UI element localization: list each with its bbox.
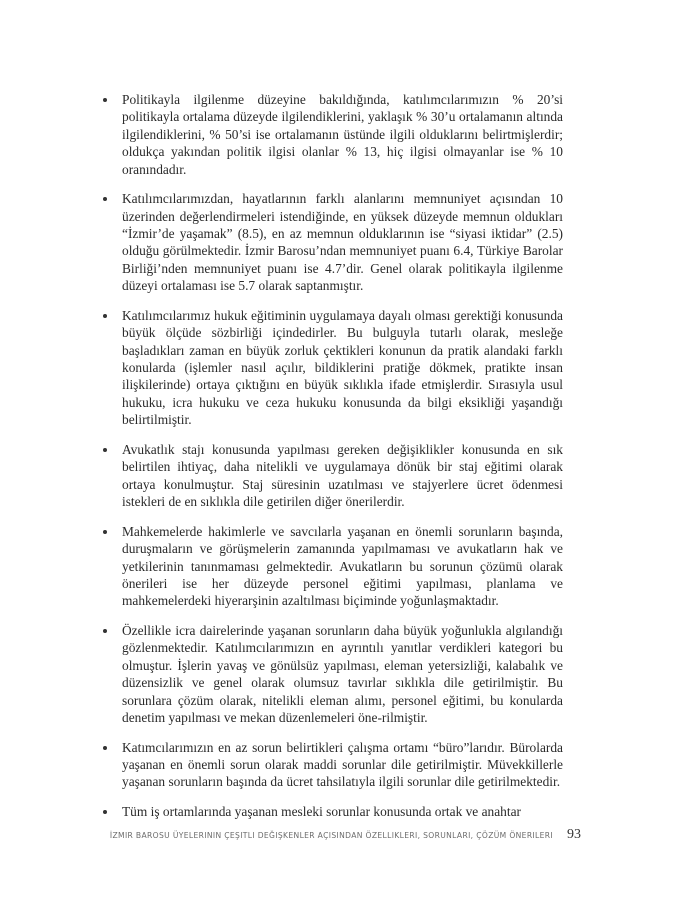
bullet-icon: [103, 98, 107, 102]
bullet-item: [100, 91, 563, 178]
bullet-text: Mahkemelerde hakimlerle ve savcılarla yaşanan en önemli sorunların başında, duruşmaların ve görüşmelerin zamanında yapılmaması ve avukatların hak ve yetkilerinin tanınmaması gelmektedir. Avukatların bu sorunun çözümü olarak önerileri ise her düzeyde personel eğitimi yapılması, planlama ve mahkemelerdeki hiyerarşinin azaltılması biçiminde yoğunlaşmaktadır.: [122, 523, 563, 609]
bullet-icon: [103, 530, 107, 534]
bullet-item: [100, 441, 563, 511]
bullet-icon: [103, 197, 107, 201]
page-number: 93: [567, 827, 581, 842]
bullet-icon: [103, 810, 107, 814]
bullet-item: [100, 622, 563, 726]
bullet-text: Katılımcılarımızdan, hayatlarının farklı alanlarını memnuniyet açısından 10 üzerinden değerlendirmeleri istendiğinde, en yüksek düzeyde memnun oldukları “İzmir’de yaşamak” (8.5), en az memnun olduklarının ise “siyasi iktidar” (2.5) olduğu görülmektedir. İzmir Barosu’ndan memnuniyet puanı 6.4, Türkiye Barolar Birliği’nden memnuniyet puanı ise 4.7’dir. Genel olarak politikayla ilgilenme düzeyi ortalaması ise 5.7 olarak saptanmıştır.: [122, 191, 563, 294]
bullet-item: [100, 739, 563, 791]
bullet-icon: [103, 746, 107, 750]
bullet-text: Tüm iş ortamlarında yaşanan mesleki sorunlar konusunda ortak ve anahtar: [122, 803, 521, 819]
bullet-text: Özellikle icra dairelerinde yaşanan sorunların daha büyük yoğunlukla algılandığı gözlenmektedir. Katılımcılarımızın en ayrıntılı yanıtlar verdikleri kategori bu olmuştur. İşlerin yavaş ve gönülsüz yapılması, eleman yetersizliği, kalabalık ve düzensizlik ve genel olarak olumsuz tavırlar sıklıkla dile getirilmiştir. Bu sorunlara çözüm olarak, nitelikli eleman alımı, personel eğitimi, bu konularda denetim yapılması ve mekan düzenlemeleri öne-rilmiştir.: [122, 622, 563, 725]
bullet-item: [100, 803, 563, 820]
bullet-icon: [103, 629, 107, 633]
bullet-text: Politikayla ilgilenme düzeyine bakıldığında, katılımcılarımızın % 20’si politikayla ortalama düzeyde ilgilendiklerini, yaklaşık % 30’u ortalamanın altında ilgilendiklerini, % 50’si ise ortalamanın üstünde ilgili olduklarını belirtmişlerdir; oldukça yakından politik ilgisi olanlar % 13, hiç ilgisi olmayanlar ise % 10 oranındadır.: [122, 92, 563, 177]
running-title: İZMIR BAROSU ÜYELERININ ÇEŞITLI DEĞIŞKENLER AÇISINDAN ÖZELLIKLERI, SORUNLARI, ÇÖZÜM ÖNERILERI: [109, 830, 553, 840]
bullet-item: [100, 523, 563, 610]
bullet-icon: [103, 314, 107, 318]
bullet-text: Avukatlık stajı konusunda yapılması gereken değişiklikler konusunda en sık belirtilen ihtiyaç, daha nitelikli ve uygulamaya dönük bir staj eğitimi olarak ortaya konulmuştur. Staj süresinin uzatılması ve stajyerlere ücret ödenmesi istekleri de en sıklıkla dile getirilen diğer önerilerdir.: [122, 441, 563, 510]
page-footer: [111, 824, 581, 846]
findings-bullet-list: [100, 91, 563, 833]
bullet-text: Katılımcılarımız hukuk eğitiminin uygulamaya dayalı olması gerektiği konusunda büyük ölçüde sözbirliği içindedirler. Bu bulguyla tutarlı olarak, mesleğe başladıkları zaman en büyük zorluk çektikleri konunun da pratik alandaki farklı konularda (işlemler nasıl açılır, bildiklerini pratiğe dökmek, pratikte insan ilişkilerinde) ortaya çıktığını en büyük sıklıkla ifade etmişlerdir. Sırasıyla usul hukuku, icra hukuku ve ceza hukuku konusunda da bilgi eksikliği yaşandığı belirtilmiştir.: [122, 307, 563, 428]
bullet-item: [100, 190, 563, 294]
bullet-item: [100, 307, 563, 429]
bullet-text: Katımcılarımızın en az sorun belirtikleri çalışma ortamı “büro”larıdır. Bürolarda yaşanan en önemli sorun olarak maddi sorunlar dile getirilmiştir. Müvekkillerle yaşanan sorunların başında da ücret tahsilatıyla ilgili sorunlar dile getirilmektedir.: [122, 739, 563, 790]
bullet-icon: [103, 448, 107, 452]
